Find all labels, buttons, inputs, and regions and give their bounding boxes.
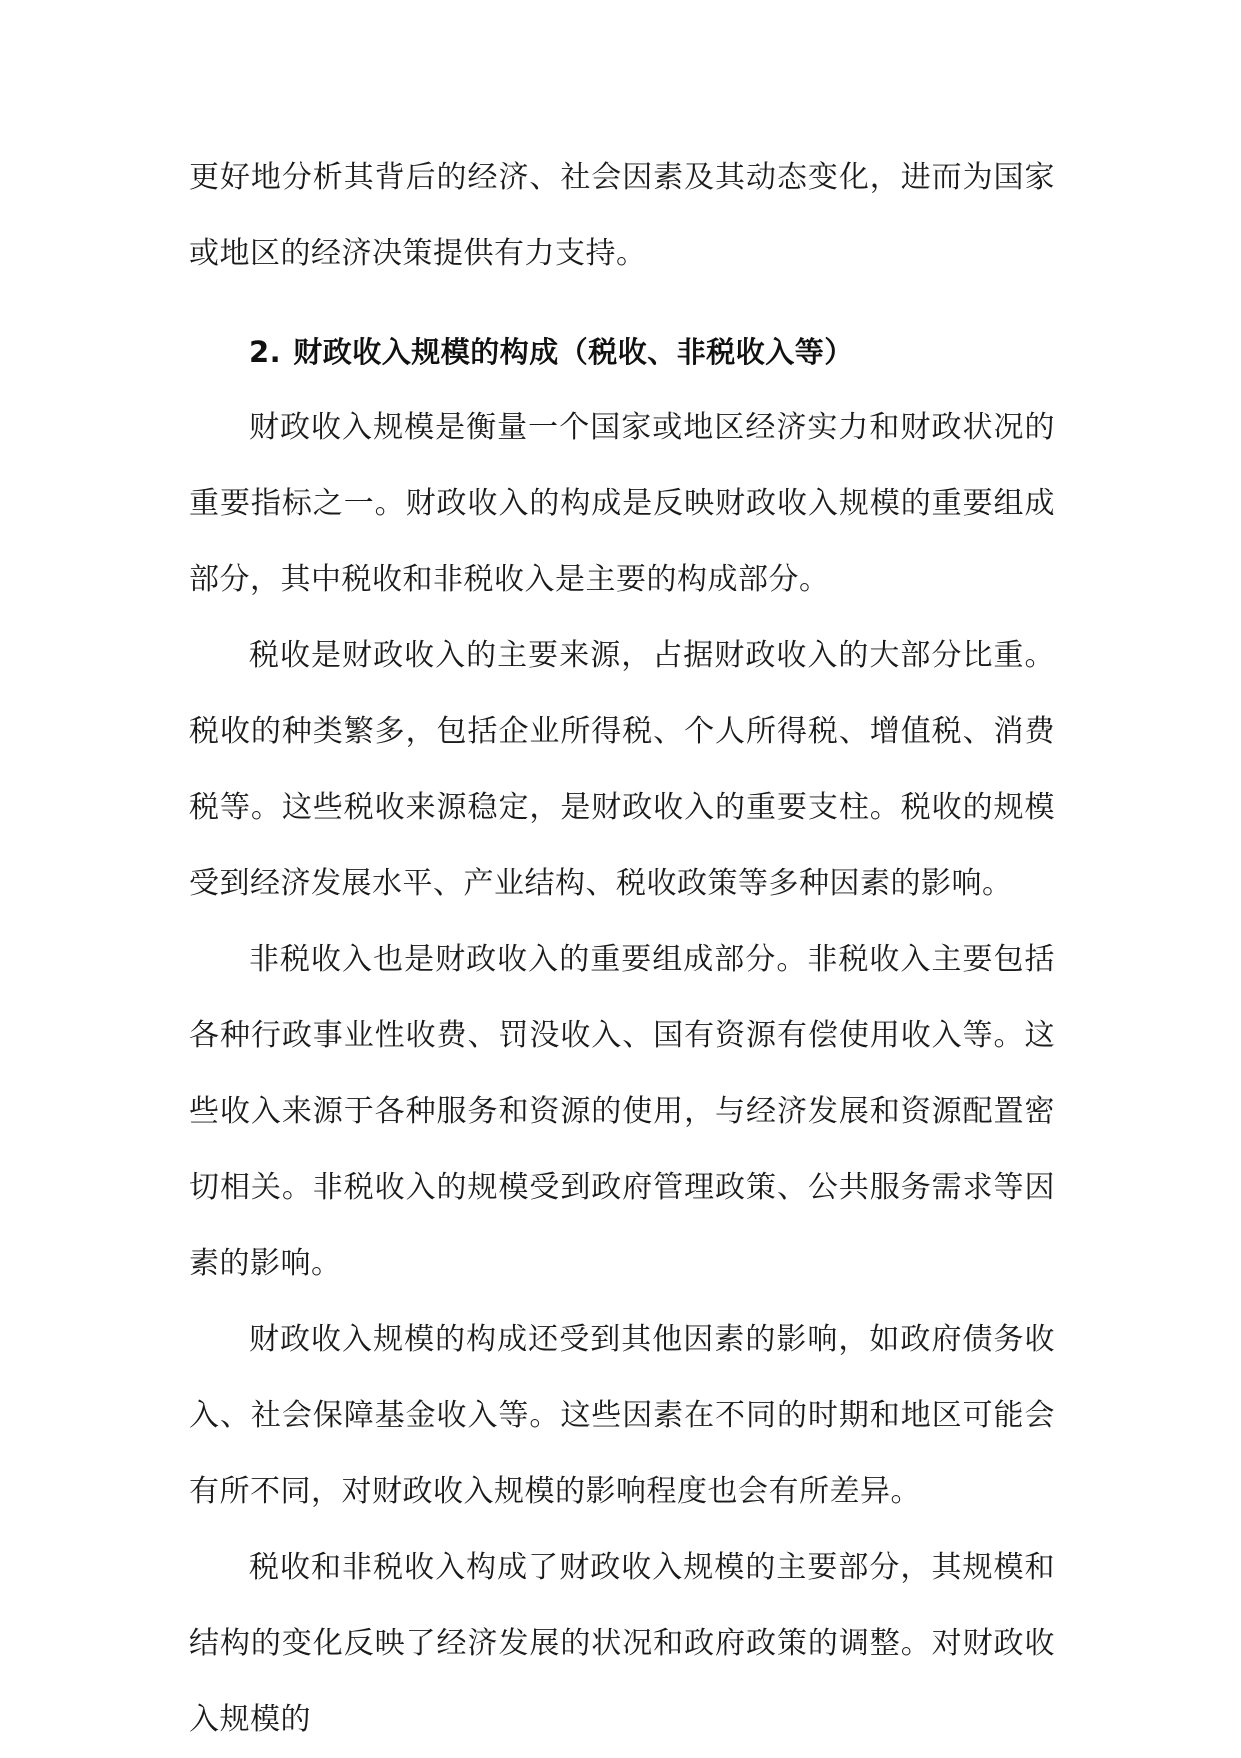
body-paragraph: 税收和非税收入构成了财政收入规模的主要部分，其规模和结构的变化反映了经济发展的状况和政府政策的调整。对财政收入规模的 xyxy=(189,1550,1055,1737)
section-heading xyxy=(189,314,1055,390)
continuation-paragraph: 更好地分析其背后的经济、社会因素及其动态变化，进而为国家或地区的经济决策提供有力支持。 xyxy=(189,160,1055,271)
section-number: 2. xyxy=(249,335,282,369)
body-paragraph: 税收是财政收入的主要来源，占据财政收入的大部分比重。税收的种类繁多，包括企业所得税、个人所得税、增值税、消费税等。这些税收来源稳定，是财政收入的重要支柱。税收的规模受到经济发展水平、产业结构、税收政策等多种因素的影响。 xyxy=(189,638,1055,901)
section-title: 财政收入规模的构成（税收、非税收入等） xyxy=(293,335,854,369)
document-body xyxy=(189,140,1055,1758)
body-paragraph: 非税收入也是财政收入的重要组成部分。非税收入主要包括各种行政事业性收费、罚没收入、国有资源有偿使用收入等。这些收入来源于各种服务和资源的使用，与经济发展和资源配置密切相关。非税收入的规模受到政府管理政策、公共服务需求等因素的影响。 xyxy=(189,942,1055,1281)
body-paragraph: 财政收入规模是衡量一个国家或地区经济实力和财政状况的重要指标之一。财政收入的构成是反映财政收入规模的重要组成部分，其中税收和非税收入是主要的构成部分。 xyxy=(189,410,1055,597)
body-paragraph: 财政收入规模的构成还受到其他因素的影响，如政府债务收入、社会保障基金收入等。这些因素在不同的时期和地区可能会有所不同，对财政收入规模的影响程度也会有所差异。 xyxy=(189,1322,1055,1509)
